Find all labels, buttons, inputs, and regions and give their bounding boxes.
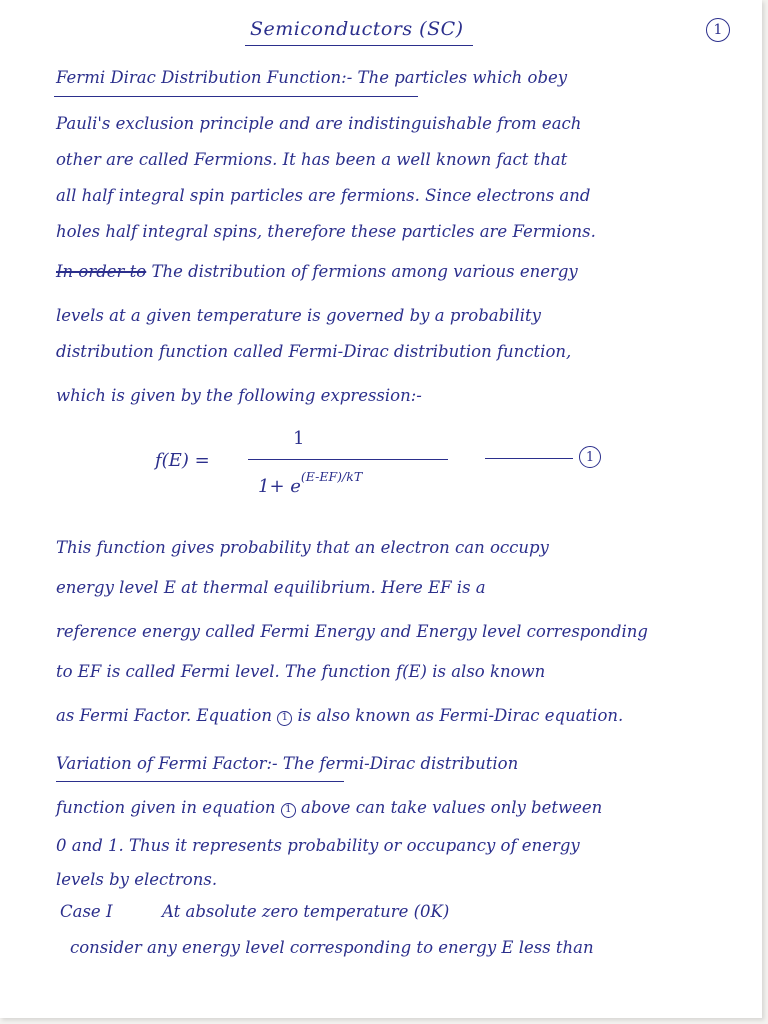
text-line-2: Pauli's exclusion principle and are indistinguishable from each — [56, 114, 582, 133]
text-line-13: to EF is called Fermi level. The function f(E) is also known — [56, 662, 546, 681]
denominator-base: 1+ e — [258, 476, 301, 497]
fraction-bar — [248, 459, 448, 460]
heading-underline-2 — [56, 781, 344, 782]
text-line-1-rest: The particles which obey — [352, 68, 568, 87]
text-line-11: energy level E at thermal equilibrium. Here EF is a — [56, 578, 486, 597]
text-line-14 — [56, 706, 623, 726]
text-line-12: reference energy called Fermi Energy and Energy level corresponding — [56, 622, 648, 641]
text-line-15-rest: The fermi-Dirac distribution — [277, 754, 519, 773]
text-line-16-b: above can take values only between — [295, 798, 603, 817]
text-line-6 — [56, 262, 578, 282]
text-line-8: distribution function called Fermi-Dirac distribution function, — [56, 342, 572, 361]
equation-ref-circle: 1 — [277, 711, 292, 726]
text-line-5: holes half integral spins, therefore these particles are Fermions. — [56, 222, 596, 241]
page-title: Semiconductors (SC) — [250, 18, 464, 40]
section-heading-variation: Variation of Fermi Factor:- — [56, 754, 278, 773]
text-line-17: 0 and 1. Thus it represents probability or occupancy of energy — [56, 836, 580, 855]
text-line-6-rest: The distribution of fermions among various energy — [146, 262, 578, 281]
text-line-15 — [56, 754, 518, 774]
case-label: Case I — [60, 902, 113, 921]
text-line-7: levels at a given temperature is governed by a probability — [56, 306, 541, 325]
equation-ref-circle-2: 1 — [281, 803, 296, 818]
text-line-14-b: is also known as Fermi-Dirac equation. — [292, 706, 624, 725]
struck-text: In order to — [56, 262, 147, 281]
text-line-9: which is given by the following expression:- — [56, 386, 422, 405]
text-line-3: other are called Fermions. It has been a well known fact that — [56, 150, 568, 169]
text-line-4: all half integral spin particles are fermions. Since electrons and — [56, 186, 591, 205]
text-line-14-a: as Fermi Factor. Equation — [56, 706, 272, 725]
denominator-exponent: (E-EF)/kT — [300, 469, 363, 484]
text-line-18: levels by electrons. — [56, 870, 218, 889]
equation-lhs: f(E) = — [155, 450, 210, 471]
case-text: At absolute zero temperature (0K) — [162, 902, 450, 921]
section-heading-fermi-dirac: Fermi Dirac Distribution Function:- — [56, 68, 353, 87]
title-underline — [245, 45, 473, 46]
text-line-10: This function gives probability that an electron can occupy — [56, 538, 549, 557]
equation-dash — [485, 458, 573, 459]
equation-number: 1 — [579, 446, 601, 468]
heading-underline — [54, 96, 418, 97]
text-line-1 — [56, 68, 567, 88]
fermi-dirac-equation — [155, 430, 615, 510]
equation-denominator — [258, 469, 363, 497]
text-line-16-a: function given in equation — [56, 798, 276, 817]
text-line-19: consider any energy level corresponding to energy E less than — [70, 938, 594, 957]
text-line-16 — [56, 798, 602, 818]
equation-numerator: 1 — [293, 428, 305, 449]
page-number: 1 — [706, 18, 730, 42]
